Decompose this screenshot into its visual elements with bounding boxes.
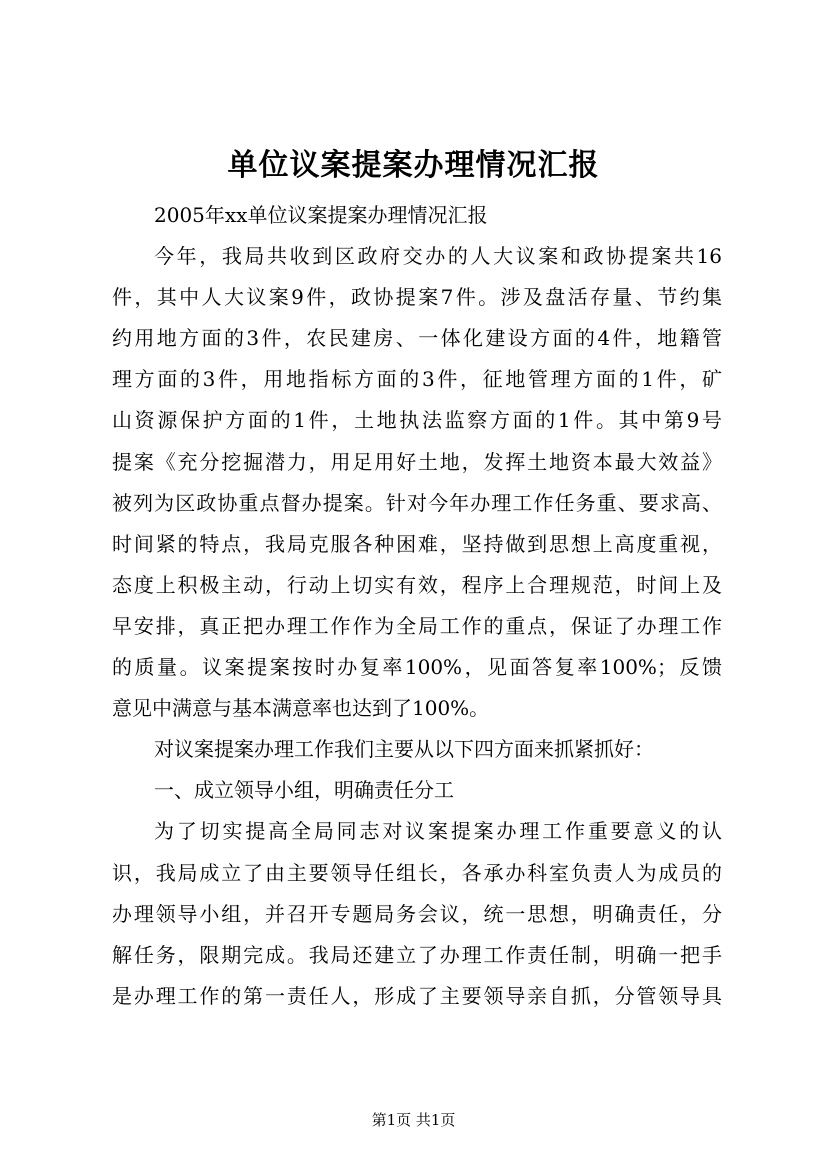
body-line: 意见中满意与基本满意率也达到了100%。 bbox=[112, 696, 490, 721]
body-line: 件，其中人大议案9件，政协提案7件。涉及盘活存量、节约集 bbox=[112, 285, 722, 310]
body-line: 提案《充分挖掘潜力，用足用好土地，发挥土地资本最大效益》 bbox=[112, 449, 722, 474]
body-line: 被列为区政协重点督办提案。针对今年办理工作任务重、要求高、 bbox=[112, 490, 722, 515]
body-line: 是办理工作的第一责任人，形成了主要领导亲自抓，分管领导具 bbox=[112, 983, 722, 1008]
document-title: 单位议案提案办理情况汇报 bbox=[227, 148, 600, 183]
body-line: 约用地方面的3件，农民建房、一体化建设方面的4件，地籍管 bbox=[112, 326, 722, 351]
body-line: 办理领导小组，并召开专题局务会议，统一思想，明确责任，分 bbox=[112, 901, 722, 926]
body-line: 的质量。议案提案按时办复率100%，见面答复率100%；反馈 bbox=[112, 655, 722, 680]
body-line: 态度上积极主动，行动上切实有效，程序上合理规范，时间上及 bbox=[112, 572, 722, 597]
body-line: 今年，我局共收到区政府交办的人大议案和政协提案共16 bbox=[154, 244, 722, 269]
body-line: 早安排，真正把办理工作作为全局工作的重点，保证了办理工作 bbox=[112, 613, 722, 638]
page-number-footer: 第1页 共1页 bbox=[371, 1111, 456, 1129]
body-line: 时间紧的特点，我局克服各种困难，坚持做到思想上高度重视， bbox=[112, 531, 722, 556]
body-line: 山资源保护方面的1件，土地执法监察方面的1件。其中第9号 bbox=[112, 408, 722, 433]
section-heading: 一、成立领导小组，明确责任分工 bbox=[154, 778, 454, 803]
body-line: 为了切实提高全局同志对议案提案办理工作重要意义的认 bbox=[154, 819, 722, 844]
body-line: 2005年xx单位议案提案办理情况汇报 bbox=[154, 203, 488, 227]
body-line: 识，我局成立了由主要领导任组长，各承办科室负责人为成员的 bbox=[112, 860, 722, 885]
body-line: 理方面的3件，用地指标方面的3件，征地管理方面的1件，矿 bbox=[112, 367, 722, 392]
body-line: 对议案提案办理工作我们主要从以下四方面来抓紧抓好： bbox=[154, 737, 654, 762]
body-line: 解任务，限期完成。我局还建立了办理工作责任制，明确一把手 bbox=[112, 942, 722, 967]
document-body bbox=[112, 195, 722, 1017]
